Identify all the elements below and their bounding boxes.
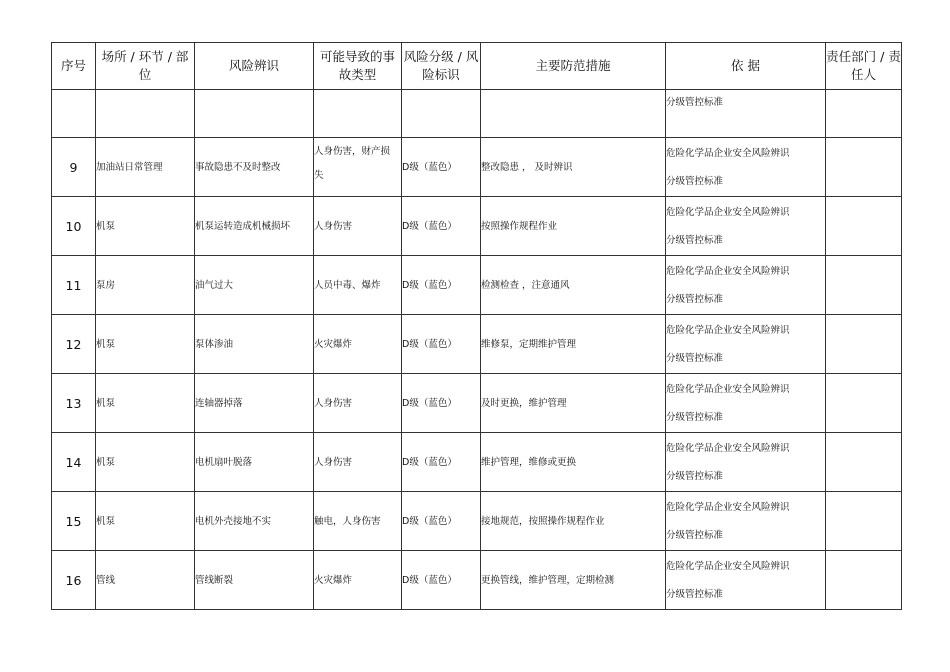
basis-line: 分级管控标准	[666, 176, 724, 187]
cell-risk: 事故隐患不及时整改	[195, 138, 314, 197]
cell-dept	[826, 256, 902, 315]
basis-line: 危险化学品企业安全风险辨识	[666, 148, 790, 159]
table-row	[52, 256, 902, 315]
basis-line: 危险化学品企业安全风险辨识	[666, 502, 790, 513]
risk-table	[51, 42, 902, 610]
cell-dept	[826, 551, 902, 610]
cell-dept	[826, 433, 902, 492]
cell-level: D级（蓝色）	[402, 197, 481, 256]
cell-measures: 检测检查 ，注意通风	[481, 256, 666, 315]
cell-accident: 触电，人身伤害	[314, 492, 402, 551]
cell-seq	[52, 90, 96, 138]
cell-level	[402, 90, 481, 138]
cell-risk	[195, 90, 314, 138]
cell-measures: 整改隐患 ， 及时辨识	[481, 138, 666, 197]
cell-risk: 连轴器掉落	[195, 374, 314, 433]
cell-level: D级（蓝色）	[402, 138, 481, 197]
basis-line: 危险化学品企业安全风险辨识	[666, 443, 790, 454]
basis-line: 分级管控标准	[666, 353, 724, 364]
table-row	[52, 315, 902, 374]
cell-measures: 维护管理，维修或更换	[481, 433, 666, 492]
table-row	[52, 433, 902, 492]
header-place: 场所 / 环节 / 部位	[96, 43, 195, 90]
cell-seq: 10	[52, 197, 96, 256]
basis-line: 分级管控标准	[666, 412, 724, 423]
cell-level: D级（蓝色）	[402, 492, 481, 551]
cell-level: D级（蓝色）	[402, 374, 481, 433]
cell-dept	[826, 138, 902, 197]
cell-accident: 人身伤害	[314, 374, 402, 433]
cell-risk: 电机扇叶脱落	[195, 433, 314, 492]
cell-level: D级（蓝色）	[402, 433, 481, 492]
cell-risk: 机泵运转造成机械损坏	[195, 197, 314, 256]
header-accident: 可能导致的事故类型	[314, 43, 402, 90]
cell-risk: 油气过大	[195, 256, 314, 315]
cell-dept	[826, 315, 902, 374]
cell-risk: 管线断裂	[195, 551, 314, 610]
cell-basis	[666, 551, 826, 610]
cell-accident: 火灾爆炸	[314, 315, 402, 374]
header-basis: 依 据	[666, 43, 826, 90]
cell-accident: 人身伤害	[314, 433, 402, 492]
header-level: 风险分级 / 风险标识	[402, 43, 481, 90]
header-seq: 序号	[52, 43, 96, 90]
basis-line: 分级管控标准	[666, 471, 724, 482]
cell-level: D级（蓝色）	[402, 256, 481, 315]
cell-seq: 14	[52, 433, 96, 492]
cell-measures: 维修泵，定期维护管理	[481, 315, 666, 374]
table-row	[52, 374, 902, 433]
basis-line: 危险化学品企业安全风险辨识	[666, 207, 790, 218]
cell-risk: 电机外壳接地不实	[195, 492, 314, 551]
header-measures: 主要防范措施	[481, 43, 666, 90]
accident-line: 人身伤害，财产损	[314, 146, 391, 157]
table-row	[52, 138, 902, 197]
cell-measures: 及时更换，维护管理	[481, 374, 666, 433]
table-row	[52, 492, 902, 551]
cell-level: D级（蓝色）	[402, 551, 481, 610]
cell-accident	[314, 90, 402, 138]
cell-basis	[666, 256, 826, 315]
table-row	[52, 551, 902, 610]
cell-seq: 15	[52, 492, 96, 551]
cell-dept	[826, 374, 902, 433]
table-row-continued	[52, 90, 902, 138]
cell-seq: 12	[52, 315, 96, 374]
header-risk: 风险辨识	[195, 43, 314, 90]
cell-place: 机泵	[96, 433, 195, 492]
basis-line: 危险化学品企业安全风险辨识	[666, 266, 790, 277]
cell-dept	[826, 90, 902, 138]
cell-basis	[666, 315, 826, 374]
cell-seq: 13	[52, 374, 96, 433]
cell-accident: 人员中毒、爆炸	[314, 256, 402, 315]
cell-basis	[666, 374, 826, 433]
cell-dept	[826, 492, 902, 551]
cell-measures: 接地规范，按照操作规程作业	[481, 492, 666, 551]
basis-line: 分级管控标准	[666, 235, 724, 246]
basis-line: 分级管控标准	[666, 530, 724, 541]
cell-place: 机泵	[96, 197, 195, 256]
accident-line: 失	[314, 170, 324, 181]
cell-basis	[666, 492, 826, 551]
cell-place: 机泵	[96, 492, 195, 551]
cell-basis	[666, 138, 826, 197]
cell-accident	[314, 138, 402, 197]
cell-basis	[666, 433, 826, 492]
cell-level: D级（蓝色）	[402, 315, 481, 374]
basis-line: 分级管控标准	[666, 589, 724, 600]
cell-place: 管线	[96, 551, 195, 610]
cell-basis	[666, 90, 826, 138]
cell-place: 机泵	[96, 374, 195, 433]
cell-seq: 9	[52, 138, 96, 197]
cell-place: 机泵	[96, 315, 195, 374]
cell-measures: 更换管线，维护管理，定期检测	[481, 551, 666, 610]
cell-measures: 按照操作规程作业	[481, 197, 666, 256]
cell-place	[96, 90, 195, 138]
cell-basis	[666, 197, 826, 256]
basis-line: 危险化学品企业安全风险辨识	[666, 561, 790, 572]
basis-line: 危险化学品企业安全风险辨识	[666, 325, 790, 336]
cell-measures	[481, 90, 666, 138]
header-row	[52, 43, 902, 90]
table-row	[52, 197, 902, 256]
basis-line: 分级管控标准	[666, 97, 724, 108]
cell-seq: 11	[52, 256, 96, 315]
cell-place: 泵房	[96, 256, 195, 315]
cell-accident: 火灾爆炸	[314, 551, 402, 610]
header-dept: 责任部门 / 责任人	[826, 43, 902, 90]
basis-line: 危险化学品企业安全风险辨识	[666, 384, 790, 395]
cell-place: 加油站日常管理	[96, 138, 195, 197]
basis-line: 分级管控标准	[666, 294, 724, 305]
cell-risk: 泵体渗油	[195, 315, 314, 374]
cell-seq: 16	[52, 551, 96, 610]
cell-dept	[826, 197, 902, 256]
cell-accident: 人身伤害	[314, 197, 402, 256]
